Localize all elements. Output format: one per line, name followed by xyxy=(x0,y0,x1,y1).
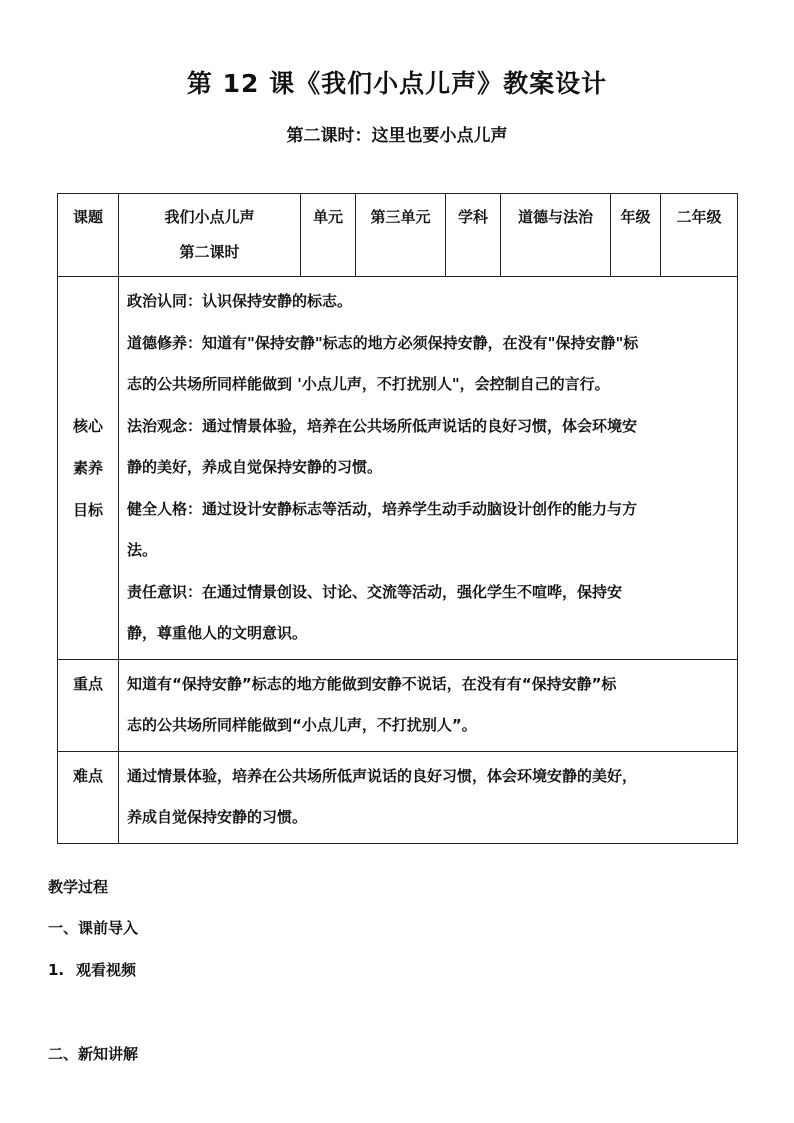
document-title: 第 12 课《我们小点儿声》教案设计 xyxy=(186,69,608,98)
key-point-content-cell xyxy=(119,659,738,751)
goal-line: 志的公共场所同样能做到 '小点儿声，不打扰别人"，会控制自己的言行。 xyxy=(127,375,610,393)
goals-row xyxy=(58,277,738,660)
section-1-heading: 一、课前导入 xyxy=(48,919,139,937)
goals-content-cell xyxy=(119,277,738,660)
key-point-row xyxy=(58,659,738,751)
document-subtitle: 第二课时：这里也要小点儿声 xyxy=(286,126,508,146)
grade-value: 二年级 xyxy=(676,208,722,226)
difficulty-label-cell xyxy=(58,751,119,843)
course-label-cell xyxy=(58,194,119,277)
goal-line: 健全人格：通过设计安静标志等活动，培养学生动手动脑设计创作的能力与方 xyxy=(127,499,638,518)
grade-value-cell xyxy=(661,194,738,277)
unit-label-cell xyxy=(301,194,356,277)
list-item-text: 观看视频 xyxy=(76,961,137,979)
key-point-line: 知道有“保持安静”标志的地方能做到安静不说话，在没有有“保持安静”标 xyxy=(127,674,617,693)
key-point-label: 重点 xyxy=(72,674,103,693)
teaching-process-heading: 教学过程 xyxy=(48,878,109,896)
goal-line: 静，尊重他人的文明意识。 xyxy=(127,624,308,642)
goal-line: 静的美好，养成自觉保持安静的习惯。 xyxy=(127,458,383,476)
difficulty-content-cell xyxy=(119,751,738,843)
difficulty-row xyxy=(58,751,738,843)
key-point-line: 志的公共场所同样能做到“小点儿声，不打扰别人”。 xyxy=(127,716,477,734)
grade-label: 年级 xyxy=(620,208,651,226)
difficulty-line: 养成自觉保持安静的习惯。 xyxy=(127,808,308,826)
subject-value: 道德与法治 xyxy=(517,208,593,226)
difficulty-label: 难点 xyxy=(72,766,103,785)
goal-line: 法治观念：通过情景体验，培养在公共场所低声说话的良好习惯，体会环境安 xyxy=(127,416,638,435)
goal-line: 法。 xyxy=(127,541,158,559)
list-item-number: 1. xyxy=(48,961,65,979)
goals-label-2: 素养 xyxy=(72,458,103,477)
goals-text xyxy=(119,277,737,659)
goal-line: 道德修养：知道有"保持安静"标志的地方必须保持安静，在没有"保持安静"标 xyxy=(127,333,639,352)
goal-line: 政治认同：认识保持安静的标志。 xyxy=(127,292,353,310)
key-point-label-cell xyxy=(58,659,119,751)
goals-label-cell xyxy=(58,277,119,660)
course-name: 我们小点儿声 xyxy=(164,208,255,226)
course-name-cell xyxy=(119,194,301,277)
grade-label-cell xyxy=(611,194,661,277)
lesson-plan-table xyxy=(57,193,738,844)
subject-label-cell xyxy=(446,194,501,277)
goals-label-1: 核心 xyxy=(72,416,103,435)
difficulty-line: 通过情景体验，培养在公共场所低声说话的良好习惯，体会环境安静的美好， xyxy=(127,766,638,785)
course-session: 第二课时 xyxy=(179,243,240,261)
subject-label: 学科 xyxy=(457,208,488,226)
goal-line: 责任意识：在通过情景创设、讨论、交流等活动，强化学生不喧哗，保持安 xyxy=(127,582,623,601)
unit-value-cell xyxy=(356,194,446,277)
difficulty-text xyxy=(119,752,737,843)
list-item xyxy=(48,959,136,980)
subject-value-cell xyxy=(501,194,611,277)
table-header-row xyxy=(58,194,738,277)
unit-value: 第三单元 xyxy=(370,208,431,226)
course-label: 课题 xyxy=(72,208,103,226)
unit-label: 单元 xyxy=(312,208,343,226)
key-point-text xyxy=(119,660,737,751)
section-2-heading: 二、新知讲解 xyxy=(48,1045,139,1063)
goals-label-3: 目标 xyxy=(72,500,103,519)
